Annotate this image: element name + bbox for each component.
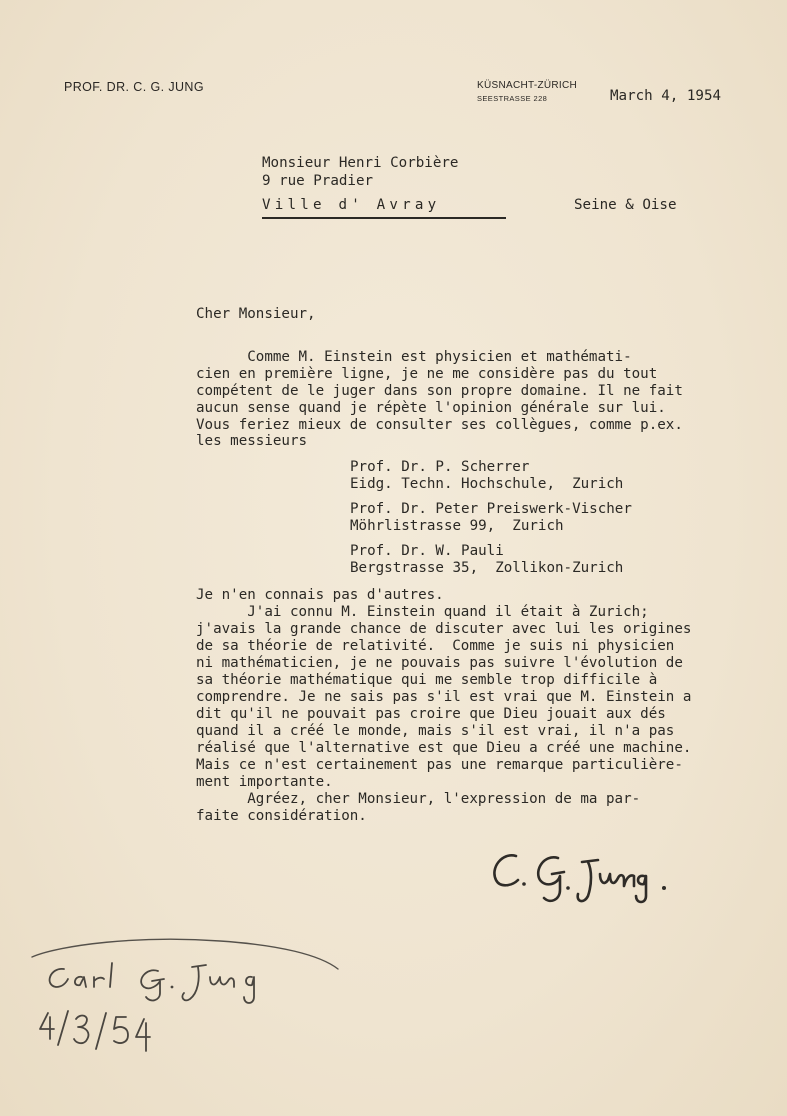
body-line: les messieurs (196, 433, 308, 449)
recipient-region: Seine & Oise (574, 197, 677, 213)
body-line: réalisé que l'alternative est que Dieu a créé une machine. (196, 740, 692, 756)
body-line: aucun sense quand je répète l'opinion générale sur lui. (196, 400, 666, 416)
body-line: faite considération. (196, 808, 367, 824)
body-line: Comme M. Einstein est physicien et mathémati- (196, 349, 632, 365)
town-underline (262, 217, 506, 219)
salutation: Cher Monsieur, (196, 306, 316, 322)
body-line: ni mathématicien, je ne pouvais pas suivre l'évolution de (196, 655, 683, 671)
body-line: cien en première ligne, je ne me considère pas du tout (196, 366, 658, 382)
reference-name: Prof. Dr. W. Pauli (350, 543, 504, 559)
pencil-annotation (20, 925, 350, 1065)
letterhead-street: SEESTRASSE 228 (477, 94, 548, 103)
body-line: Je n'en connais pas d'autres. (196, 587, 444, 603)
body-line: Mais ce n'est certainement pas une remarque particulière- (196, 757, 683, 773)
handwritten-signature (488, 840, 688, 910)
reference-address: Möhrlistrasse 99, Zurich (350, 518, 564, 534)
body-line: compétent de le juger dans son propre domaine. Il ne fait (196, 383, 683, 399)
recipient-street: 9 rue Pradier (262, 173, 374, 189)
body-line: Vous feriez mieux de consulter ses collègues, comme p.ex. (196, 417, 683, 433)
body-line: de sa théorie de relativité. Comme je suis ni physicien (196, 638, 675, 654)
reference-name: Prof. Dr. P. Scherrer (350, 459, 530, 475)
body-line: sa théorie mathématique qui me semble trop difficile à (196, 672, 658, 688)
body-line: comprendre. Je ne sais pas s'il est vrai que M. Einstein a (196, 689, 692, 705)
letterhead-name: PROF. DR. C. G. JUNG (64, 80, 204, 94)
body-line: quand il a créé le monde, mais s'il est vrai, il n'a pas (196, 723, 675, 739)
reference-address: Bergstrasse 35, Zollikon-Zurich (350, 560, 624, 576)
recipient-name: Monsieur Henri Corbière (262, 155, 459, 171)
letter-date: March 4, 1954 (610, 88, 722, 104)
recipient-town: Ville d' Avray (262, 197, 441, 213)
body-line: j'avais la grande chance de discuter avec lui les origines (196, 621, 692, 637)
letterhead-place: KÜSNACHT-ZÜRICH (477, 80, 578, 91)
body-line: J'ai connu M. Einstein quand il était à Zurich; (196, 604, 649, 620)
body-line: dit qu'il ne pouvait pas croire que Dieu jouait aux dés (196, 706, 666, 722)
body-line: Agréez, cher Monsieur, l'expression de ma par- (196, 791, 641, 807)
body-line: ment importante. (196, 774, 333, 790)
reference-address: Eidg. Techn. Hochschule, Zurich (350, 476, 624, 492)
reference-name: Prof. Dr. Peter Preiswerk-Vischer (350, 501, 632, 517)
